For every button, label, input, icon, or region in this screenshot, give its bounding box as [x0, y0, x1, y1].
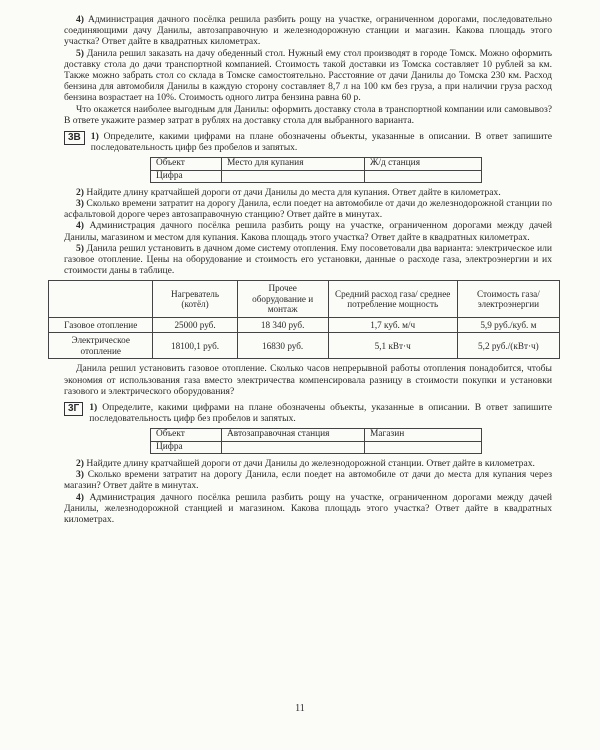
- answer-cell[interactable]: [365, 441, 482, 453]
- heating-comparison-table: [48, 280, 560, 359]
- table-header-cell: Ж/д станция: [365, 158, 482, 170]
- task-3v-question-1: Определите, какими цифрами на плане обозначены объекты, указанные в описании. В ответ запишите последовательность цифр без пробелов и запятых.: [90, 131, 552, 154]
- table-header-cell: Средний расход газа/ среднее потребление мощность: [328, 281, 457, 318]
- table-header-cell: Объект: [151, 429, 222, 441]
- table-header-cell: Место для купания: [222, 158, 365, 170]
- answer-cell[interactable]: [365, 170, 482, 182]
- task-3v-object-table: [150, 157, 482, 182]
- answer-cell[interactable]: [222, 441, 365, 453]
- task-3v-question-4: 4) Администрация дачного посёлка решила разбить рощу на участке, ограниченном дорогами между дачей Данилы, магазином и местом для купания. Какова площадь этого участка? Ответ дайте в квадратных километрах.: [64, 220, 552, 243]
- table-header-cell: Стоимость газа/ электроэнергии: [457, 281, 559, 318]
- table-row-label: Цифра: [151, 441, 222, 453]
- table-header-cell: Автозаправочная станция: [222, 429, 365, 441]
- table-header-cell: Нагреватель (котёл): [153, 281, 237, 318]
- page-content: [64, 14, 552, 525]
- task-3g-question-2: 2) Найдите длину кратчайшей дороги от дачи Данилы до железнодорожной станции. Ответ дайте в километрах.: [76, 457, 535, 469]
- table-header-cell: [49, 281, 153, 318]
- top-question-5-continued: Что окажется наиболее выгодным для Данилы: оформить доставку стола в транспортной компании или самовывоз? В ответе укажите размер затрат в рублях на доставку стола для выбранного варианта.: [64, 103, 552, 126]
- task-3v-question-3: 3) Сколько времени затратит на дорогу Данила, если поедет на автомобиле от дачи до железнодорожной станции по асфальтовой дороге через автозаправочную станцию? Ответ дайте в минутах.: [64, 198, 552, 221]
- top-question-5: 5) Данила решил заказать на дачу обеденный стол. Нужный ему стол производят в городе Томск. Можно оформить доставку стола до дачи транспортной компанией. Стоимость такой доставки из Томска составляет 10 рублей за км. Также можно забрать стол со склада в Томске самостоятельно. Расстояние от дачи Данилы до Томска 230 км. Расход бензина для автомобиля Данилы в каждую сторону составляет 8,7 л на 100 км без груза, а при наличии груза расход бензина возрастает на 10%. Стоимость одного литра бензина равна 60 р.: [64, 47, 552, 104]
- task-3g-header: 3Г 1) Определите, какими цифрами на плане обозначены объекты, указанные в описании. В ответ запишите последовательность цифр без пробелов и запятых.: [64, 402, 552, 424]
- top-question-4: 4) Администрация дачного посёлка решила разбить рощу на участке, ограниченном дорогами, последовательно соединяющими дачу Данилы, автозаправочную и железнодорожную станции и магазин. Какова площадь этого участка? Ответ дайте в квадратных километрах.: [64, 14, 552, 48]
- table-row-label: Цифра: [151, 170, 222, 182]
- task-3g-object-table: [150, 428, 482, 453]
- table-header-cell: Магазин: [365, 429, 482, 441]
- task-3g-question-4: 4) Администрация дачного посёлка решила разбить рощу на участке, ограниченном дорогами между дачей Данилы, железнодорожной станцией и магазином. Какова площадь этого участка? Ответ дайте в квадратных километрах.: [64, 491, 552, 525]
- table-row: Электрическое отопление 18100,1 руб. 16830 руб. 5,1 кВт·ч 5,2 руб./(кВт·ч): [49, 333, 560, 359]
- table-header-cell: Объект: [151, 158, 222, 170]
- task-3v-question-5-continued: Данила решил установить газовое отопление. Сколько часов непрерывной работы отопления понадобится, чтобы экономия от использования газа вместо электричества компенсировала разницу в стоимости покупки и установки газового и электрического оборудования?: [64, 363, 552, 397]
- page-number: 11: [295, 703, 305, 714]
- task-3v-question-5: 5) Данила решил установить в дачном доме систему отопления. Ему посоветовали два варианта: электрическое или газовое отопление. Цены на оборудование и стоимость его установки, данные о расходе газа, электроэнергии и их стоимости даны в таблице.: [64, 242, 553, 277]
- task-3g-badge: 3Г: [64, 402, 83, 416]
- table-row: Газовое отопление 25000 руб. 18 340 руб. 1,7 куб. м/ч 5,9 руб./куб. м: [49, 317, 560, 333]
- task-3g-question-1: Определите, какими цифрами на плане обозначены объекты, указанные в описании. В ответ запишите последовательность цифр без пробелов и запятых.: [89, 402, 552, 425]
- answer-cell[interactable]: [222, 170, 365, 182]
- task-3v-question-2: 2) Найдите длину кратчайшей дороги от дачи Данилы до места для купания. Ответ дайте в километрах.: [76, 186, 501, 198]
- task-3v-header: 3В 1) Определите, какими цифрами на плане обозначены объекты, указанные в описании. В ответ запишите последовательность цифр без пробелов и запятых.: [64, 131, 552, 153]
- task-3v-badge: 3В: [64, 131, 85, 145]
- task-3g-question-3: 3) Сколько времени затратит на дорогу Данила, если поедет на автомобиле от дачи до места для купания через магазин? Ответ дайте в минутах.: [64, 469, 552, 492]
- table-header-cell: Прочее оборудование и монтаж: [237, 281, 328, 318]
